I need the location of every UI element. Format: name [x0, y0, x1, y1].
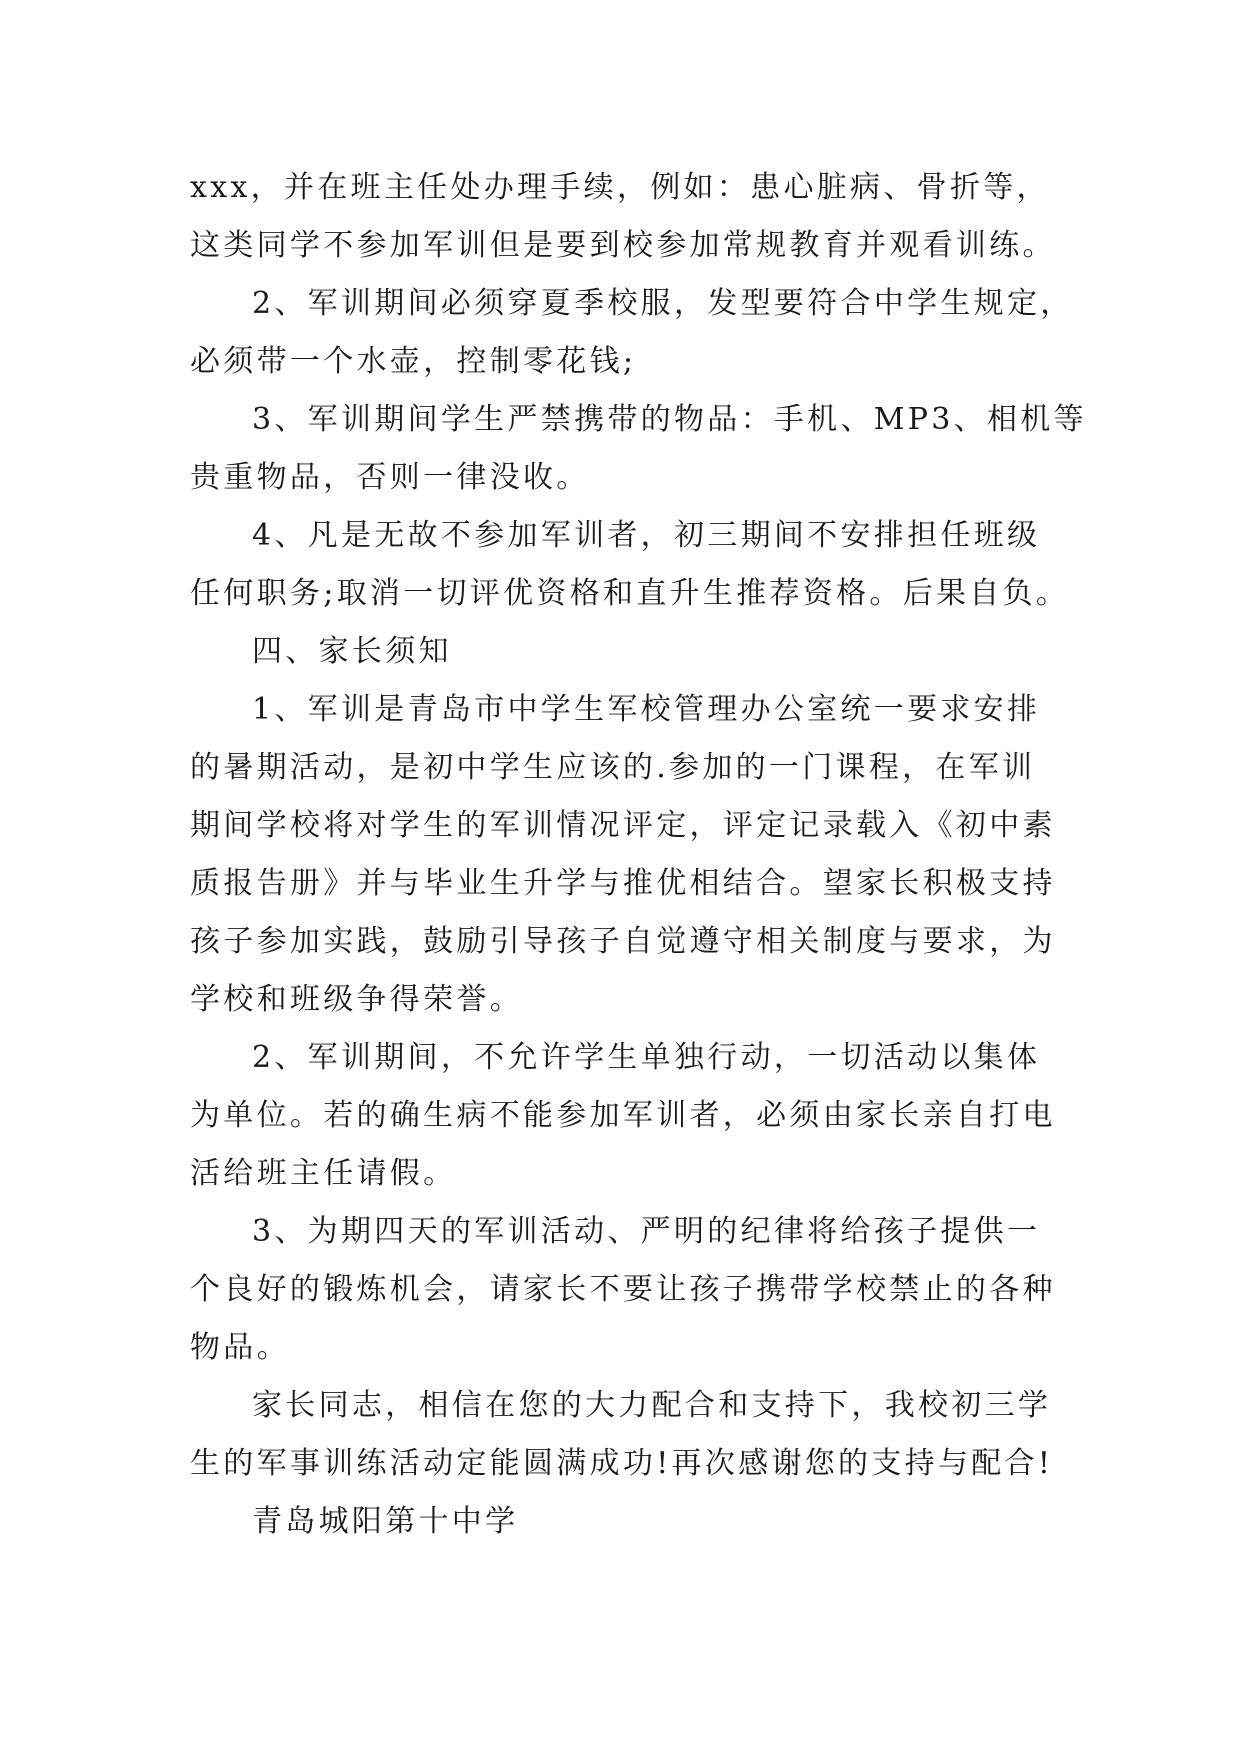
text-line: 家长同志，相信在您的大力配合和支持下，我校初三学 [252, 1388, 1052, 1423]
text-line: 2、军训期间，不允许学生单独行动，一切活动以集体 [252, 1040, 1041, 1075]
text-line: 质报告册》并与毕业生升学与推优相结合。望家长积极支持 [190, 866, 1056, 901]
text-line: 任何职务;取消一切评优资格和直升生推荐资格。后果自负。 [190, 576, 1070, 611]
text-line: 3、军训期间学生严禁携带的物品：手机、MP3、相机等 [252, 402, 1087, 437]
text-line: 1、军训是青岛市中学生军校管理办公室统一要求安排 [252, 692, 1041, 727]
text-line: 必须带一个水壶，控制零花钱; [190, 344, 637, 379]
document-body [190, 159, 1087, 1551]
text-line: 物品。 [190, 1330, 290, 1365]
text-line: 青岛城阳第十中学 [252, 1504, 519, 1539]
text-line: 4、凡是无故不参加军训者，初三期间不安排担任班级 [252, 518, 1041, 553]
text-line: 2、军训期间必须穿夏季校服，发型要符合中学生规定， [252, 286, 1074, 321]
text-line: 四、家长须知 [252, 634, 452, 669]
text-line: 这类同学不参加军训但是要到校参加常规教育并观看训练。 [190, 228, 1056, 263]
text-line: 孩子参加实践，鼓励引导孩子自觉遵守相关制度与要求，为 [190, 924, 1056, 959]
text-line: 个良好的锻炼机会，请家长不要让孩子携带学校禁止的各种 [190, 1272, 1056, 1307]
text-line: 活给班主任请假。 [190, 1156, 457, 1191]
text-line: 学校和班级争得荣誉。 [190, 982, 523, 1017]
text-line: 贵重物品，否则一律没收。 [190, 460, 590, 495]
text-line: xxx，并在班主任处办理手续，例如：患心脏病、骨折等， [190, 170, 1050, 205]
text-line: 3、为期四天的军训活动、严明的纪律将给孩子提供一 [252, 1214, 1041, 1249]
text-line: 的暑期活动，是初中学生应该的.参加的一门课程，在军训 [190, 750, 1036, 785]
text-line: 期间学校将对学生的军训情况评定，评定记录载入《初中素 [190, 808, 1056, 843]
text-line: 为单位。若的确生病不能参加军训者，必须由家长亲自打电 [190, 1098, 1056, 1133]
text-line: 生的军事训练活动定能圆满成功!再次感谢您的支持与配合! [190, 1446, 1054, 1481]
